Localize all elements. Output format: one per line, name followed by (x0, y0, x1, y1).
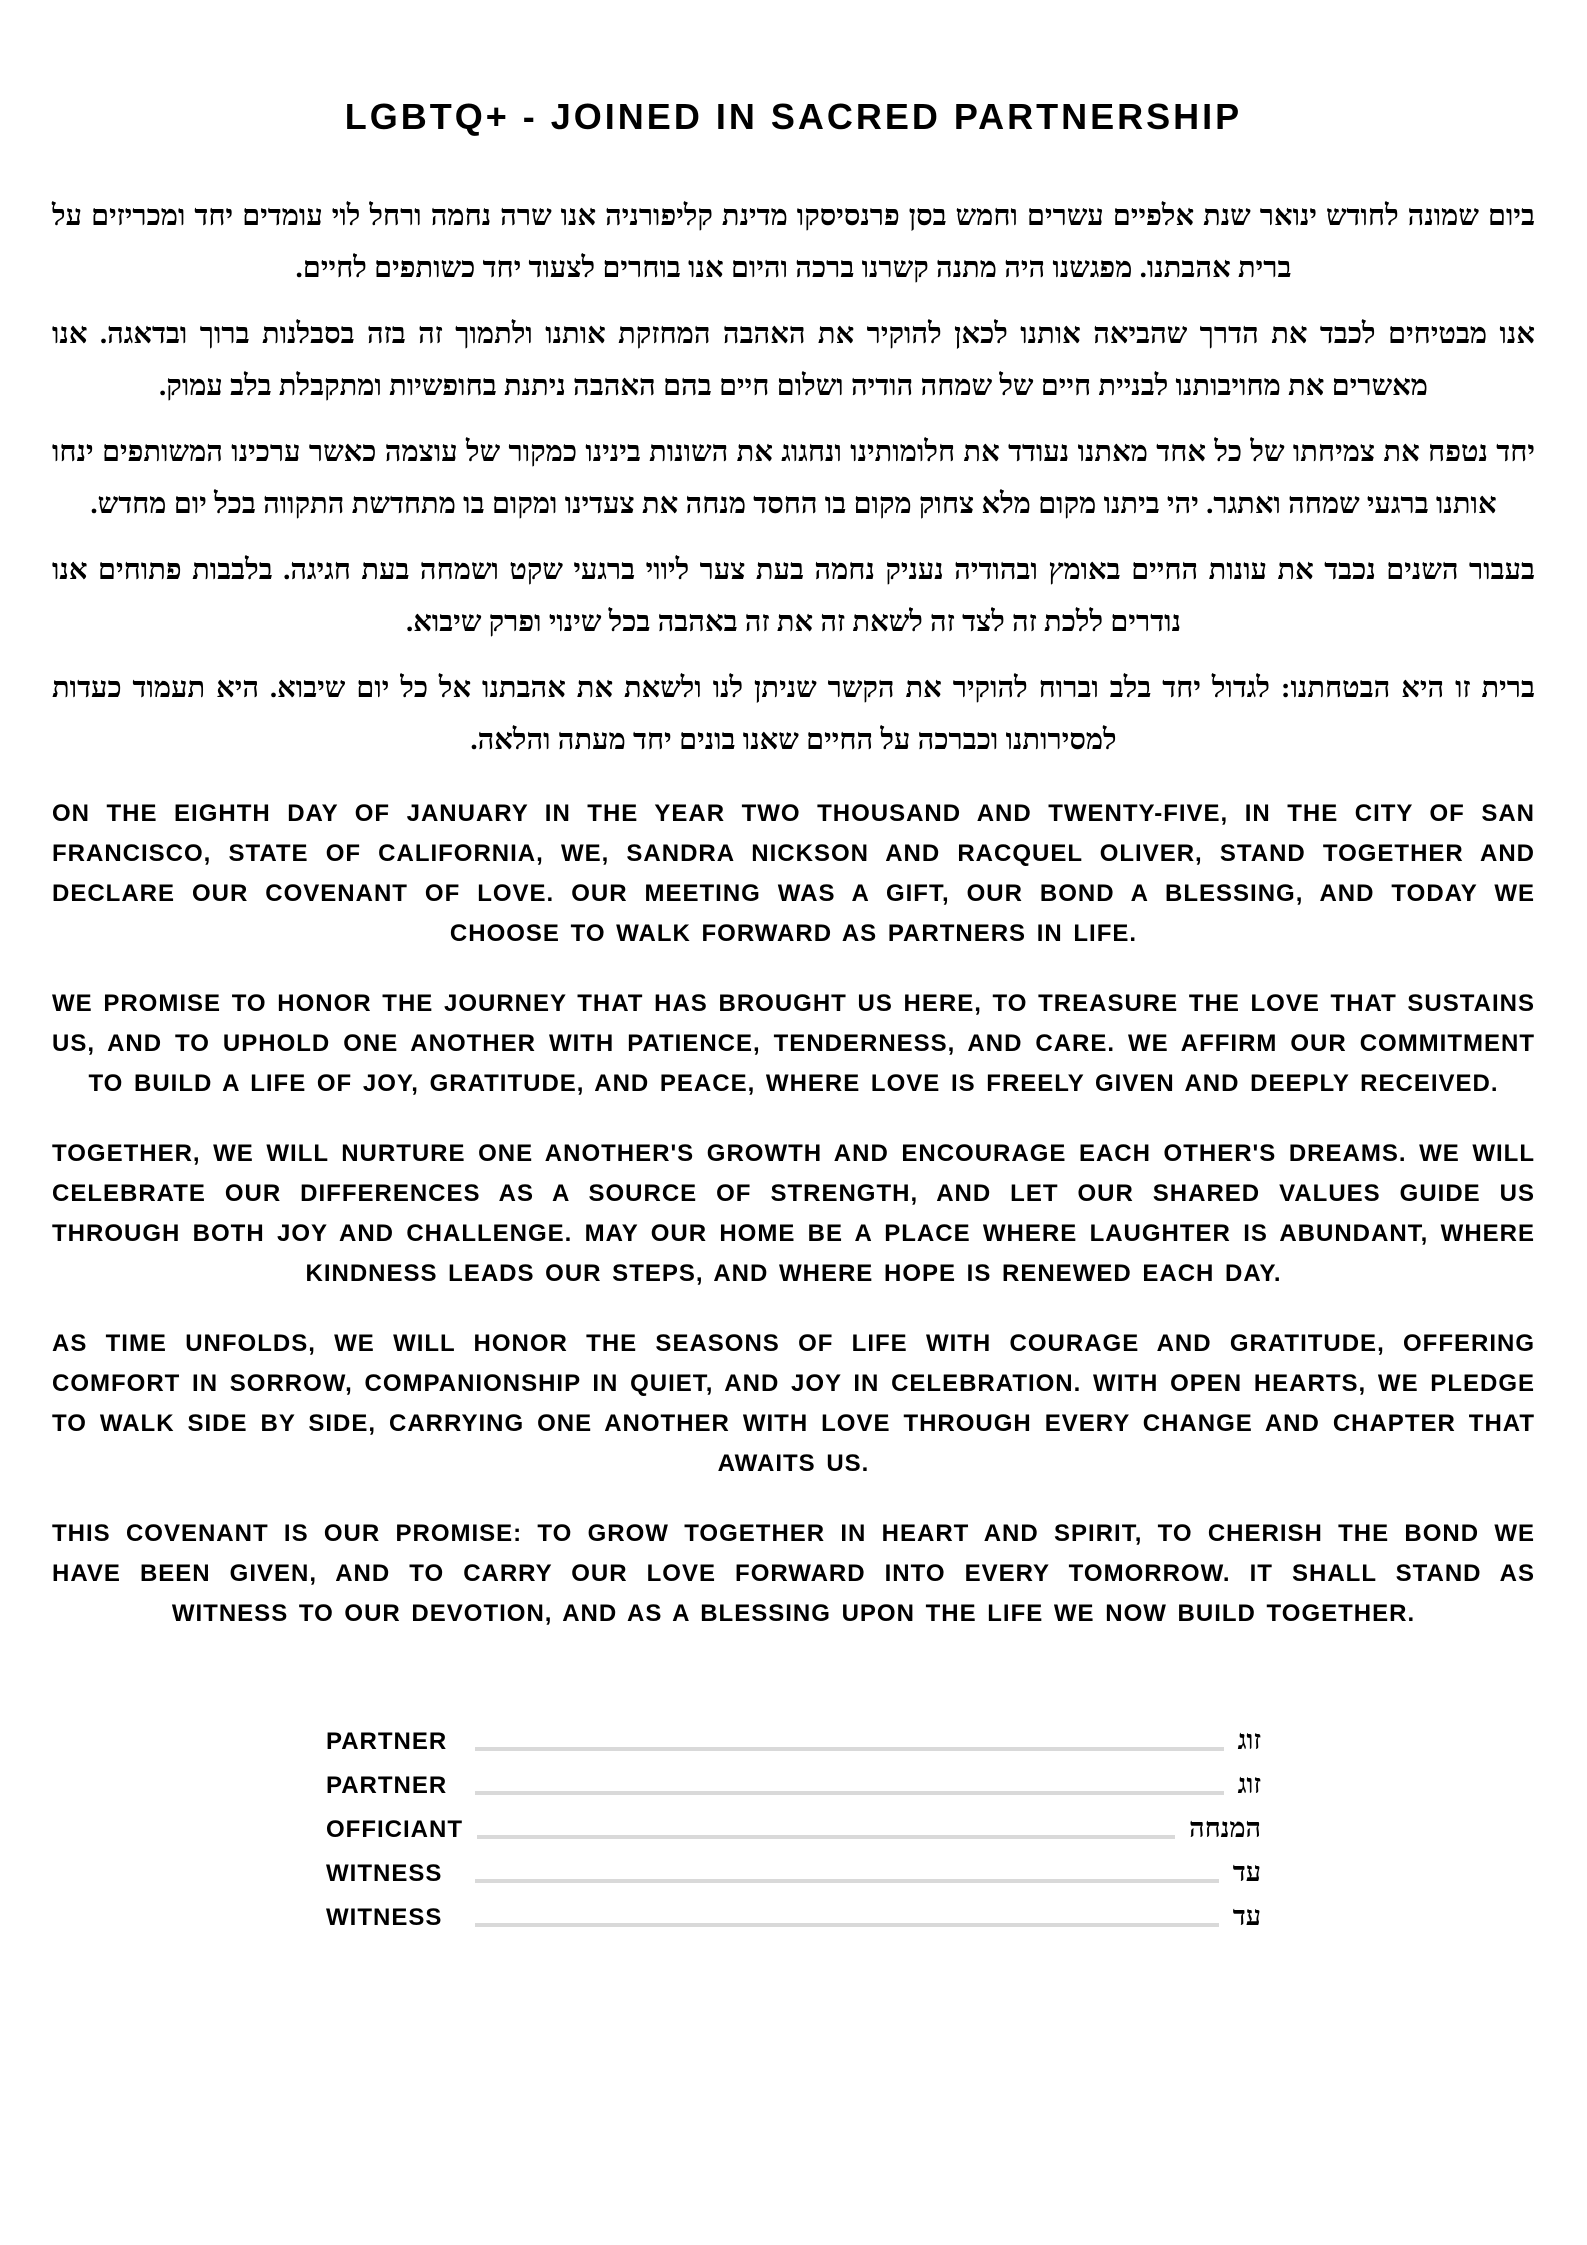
officiant-signature-line[interactable] (477, 1835, 1175, 1839)
witness-2-label: WITNESS (326, 1904, 443, 1931)
officiant-hebrew-label: המנחה (1189, 1813, 1261, 1843)
partner-1-signature-line[interactable] (475, 1747, 1224, 1751)
signature-block (326, 1712, 1261, 1932)
hebrew-paragraph-2: אנו מבטיחים לכבד את הדרך שהביאה אותנו לכאן להוקיר את האהבה המחזקת אותנו ולתמוך זה בזה בסבלנות ברוך ובדאגה. אנו מאשרים את מחויבותנו לבניית חיים של שמחה הודיה ושלום חיים בהם האהבה ניתנת בחופשיות ומתקבלת בלב עמוק. (52, 318, 1535, 402)
signature-row-officiant (326, 1800, 1261, 1844)
officiant-label: OFFICIANT (326, 1816, 463, 1843)
witness-2-hebrew-label: עד (1232, 1901, 1261, 1931)
english-paragraph-3: TOGETHER, WE WILL NURTURE ONE ANOTHER'S GROWTH AND ENCOURAGE EACH OTHER'S DREAMS. WE WILL CELEBRATE OUR DIFFERENCES AS A SOURCE OF STRENGTH, AND LET OUR SHARED VALUES GUIDE US THROUGH BOTH JOY AND CHALLENGE. MAY OUR HOME BE A PLACE WHERE LAUGHTER IS ABUNDANT, WHERE KINDNESS LEADS OUR STEPS, AND WHERE HOPE IS RENEWED EACH DAY. (52, 1140, 1535, 1287)
partner-1-hebrew-label: זוג (1237, 1725, 1261, 1755)
hebrew-paragraph-1: ביום שמונה לחודש ינואר שנת אלפיים עשרים וחמש בסן פרנסיסקו מדינת קליפורניה אנו שרה נחמה ורחל לוי עומדים יחד ומכריזים על ברית אהבתנו. מפגשנו היה מתנה קשרנו ברכה והיום אנו בוחרים לצעוד יחד כשותפים לחיים. (52, 200, 1535, 284)
partner-1-label: PARTNER (326, 1728, 448, 1755)
partner-2-signature-line[interactable] (475, 1791, 1224, 1795)
english-paragraph-1: ON THE EIGHTH DAY OF JANUARY IN THE YEAR TWO THOUSAND AND TWENTY-FIVE, IN THE CITY OF SAN FRANCISCO, STATE OF CALIFORNIA, WE, SANDRA NICKSON AND RACQUEL OLIVER, STAND TOGETHER AND DECLARE OUR COVENANT OF LOVE. OUR MEETING WAS A GIFT, OUR BOND A BLESSING, AND TODAY WE CHOOSE TO WALK FORWARD AS PARTNERS IN LIFE. (52, 800, 1535, 947)
document-title: LGBTQ+ - JOINED IN SACRED PARTNERSHIP (344, 96, 1243, 137)
witness-2-signature-line[interactable] (475, 1923, 1219, 1927)
signature-row-witness-2 (326, 1888, 1261, 1932)
hebrew-text-section (52, 190, 1535, 766)
witness-1-label: WITNESS (326, 1860, 443, 1887)
partner-2-hebrew-label: זוג (1237, 1769, 1261, 1799)
signature-row-partner-1 (326, 1712, 1261, 1756)
witness-1-hebrew-label: עד (1232, 1857, 1261, 1887)
hebrew-paragraph-4: בעבור השנים נכבד את עונות החיים באומץ ובהודיה נעניק נחמה בעת צער ליווי ברגעי שקט ושמחה בעת חגיגה. בלבבות פתוחים אנו נודרים ללכת זה לצד זה לשאת זה את זה באהבה בכל שינוי ופרק שיבוא. (52, 554, 1535, 638)
english-text-section (52, 794, 1535, 1634)
english-paragraph-4: AS TIME UNFOLDS, WE WILL HONOR THE SEASONS OF LIFE WITH COURAGE AND GRATITUDE, OFFERING COMFORT IN SORROW, COMPANIONSHIP IN QUIET, AND JOY IN CELEBRATION. WITH OPEN HEARTS, WE PLEDGE TO WALK SIDE BY SIDE, CARRYING ONE ANOTHER WITH LOVE THROUGH EVERY CHANGE AND CHAPTER THAT AWAITS US. (52, 1330, 1535, 1477)
hebrew-paragraph-5: ברית זו היא הבטחתנו: לגדול יחד בלב וברוח להוקיר את הקשר שניתן לנו ולשאת את אהבתנו אל כל יום שיבוא. היא תעמוד כעדות למסירותנו וכברכה על החיים שאנו בונים יחד מעתה והלאה. (52, 672, 1535, 756)
english-paragraph-2: WE PROMISE TO HONOR THE JOURNEY THAT HAS BROUGHT US HERE, TO TREASURE THE LOVE THAT SUSTAINS US, AND TO UPHOLD ONE ANOTHER WITH PATIENCE, TENDERNESS, AND CARE. WE AFFIRM OUR COMMITMENT TO BUILD A LIFE OF JOY, GRATITUDE, AND PEACE, WHERE LOVE IS FREELY GIVEN AND DEEPLY RECEIVED. (52, 990, 1535, 1097)
hebrew-paragraph-3: יחד נטפח את צמיחתו של כל אחד מאתנו נעודד את חלומותינו ונחגוג את השונות בינינו כמקור של עוצמה כאשר ערכינו המשותפים ינחו אותנו ברגעי שמחה ואתגר. יהי ביתנו מקום מלא צחוק מקום בו החסד מנחה את צעדינו ומקום בו מתחדשת התקווה בכל יום מחדש. (52, 436, 1535, 520)
english-paragraph-5: THIS COVENANT IS OUR PROMISE: TO GROW TOGETHER IN HEART AND SPIRIT, TO CHERISH THE BOND WE HAVE BEEN GIVEN, AND TO CARRY OUR LOVE FORWARD INTO EVERY TOMORROW. IT SHALL STAND AS WITNESS TO OUR DEVOTION, AND AS A BLESSING UPON THE LIFE WE NOW BUILD TOGETHER. (52, 1520, 1535, 1627)
witness-1-signature-line[interactable] (475, 1879, 1219, 1883)
partner-2-label: PARTNER (326, 1772, 448, 1799)
signature-row-witness-1 (326, 1844, 1261, 1888)
signature-row-partner-2 (326, 1756, 1261, 1800)
